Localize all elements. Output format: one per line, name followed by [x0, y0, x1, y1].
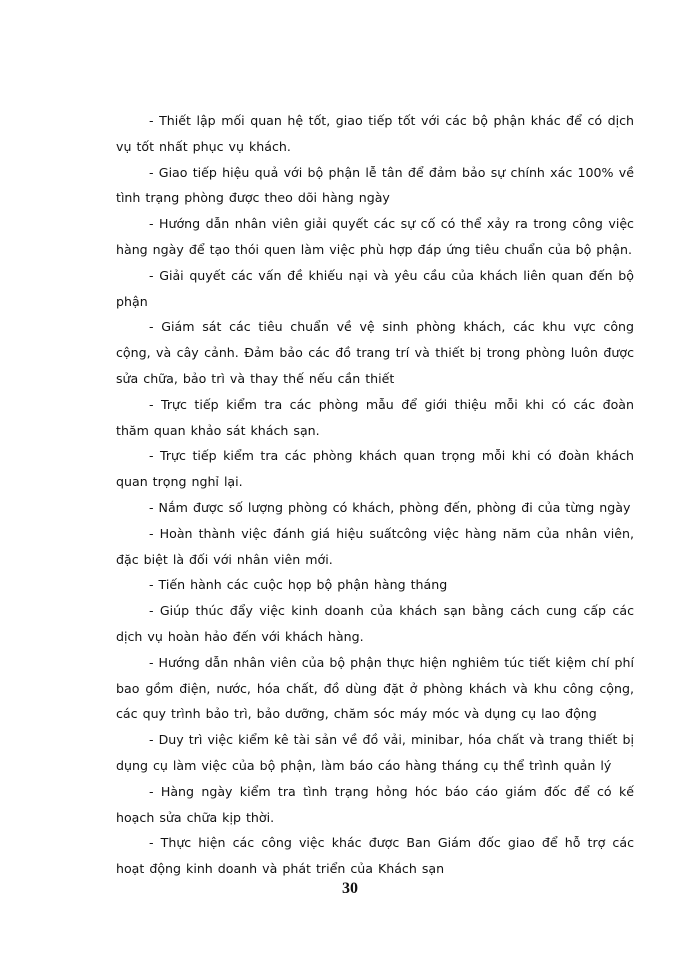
paragraph-3: - Hướng dẫn nhân viên giải quyết các sự cố có thể xảy ra trong công việc hàng ngày để tạo thói quen làm việc phù hợp đáp ứng tiêu chuẩn của bộ phận.: [116, 216, 634, 257]
paragraph-6: - Trực tiếp kiểm tra các phòng mẫu để giới thiệu mỗi khi có các đoàn thăm quan khảo sát khách sạn.: [116, 396, 634, 438]
paragraph-12: - Hướng dẫn nhân viên của bộ phận thực hiện nghiêm túc tiết kiệm chí phí bao gồm điện, nước, hóa chất, đồ dùng đặt ở phòng khách và khu công cộng, các quy trình bảo trì, bảo dưỡng, chăm sóc máy móc và dụng cụ lao động: [116, 654, 634, 722]
paragraph-5: - Giám sát các tiêu chuẩn về vệ sinh phòng khách, các khu vực công cộng, và cây cảnh. Đảm bảo các đồ trang trí và thiết bị trong phòng luôn được sửa chữa, bảo trì và thay thế nếu cần thiết: [116, 319, 634, 386]
paragraph-4: - Giải quyết các vấn đề khiếu nại và yêu cầu của khách liên quan đến bộ phận: [116, 267, 634, 309]
paragraph-13: - Duy trì việc kiểm kê tài sản về đồ vải, minibar, hóa chất và trang thiết bị dụng cụ làm việc của bộ phận, làm báo cáo hàng tháng cụ thể trình quản lý: [116, 732, 634, 773]
paragraph-1: - Thiết lập mối quan hệ tốt, giao tiếp tốt với các bộ phận khác để có dịch vụ tốt nhất phục vụ khách.: [116, 113, 634, 154]
paragraph-10: - Tiến hành các cuộc họp bộ phận hàng tháng: [149, 577, 448, 593]
paragraph-14: - Hàng ngày kiểm tra tình trạng hỏng hóc báo cáo giám đốc để có kế hoạch sửa chữa kịp thời.: [116, 783, 634, 825]
document-body: [116, 108, 634, 882]
paragraph-9: - Hoàn thành việc đánh giá hiệu suấtcông việc hàng năm của nhân viên, đặc biệt là đối với nhân viên mới.: [116, 525, 634, 567]
paragraph-8: - Nắm được số lượng phòng có khách, phòng đến, phòng đi của từng ngày: [149, 499, 631, 515]
paragraph-15: - Thực hiện các công việc khác được Ban Giám đốc giao để hỗ trợ các hoạt động kinh doanh và phát triển của Khách sạn: [116, 835, 634, 877]
paragraph-2: - Giao tiếp hiệu quả với bộ phận lễ tân để đảm bảo sự chính xác 100% về tình trạng phòng được theo dõi hàng ngày: [116, 164, 634, 206]
page-number: 30: [342, 880, 358, 897]
paragraph-7: - Trực tiếp kiểm tra các phòng khách quan trọng mỗi khi có đoàn khách quan trọng nghỉ lại.: [116, 448, 634, 490]
paragraph-11: - Giúp thúc đẩy việc kinh doanh của khách sạn bằng cách cung cấp các dịch vụ hoàn hảo đến với khách hàng.: [116, 603, 634, 644]
